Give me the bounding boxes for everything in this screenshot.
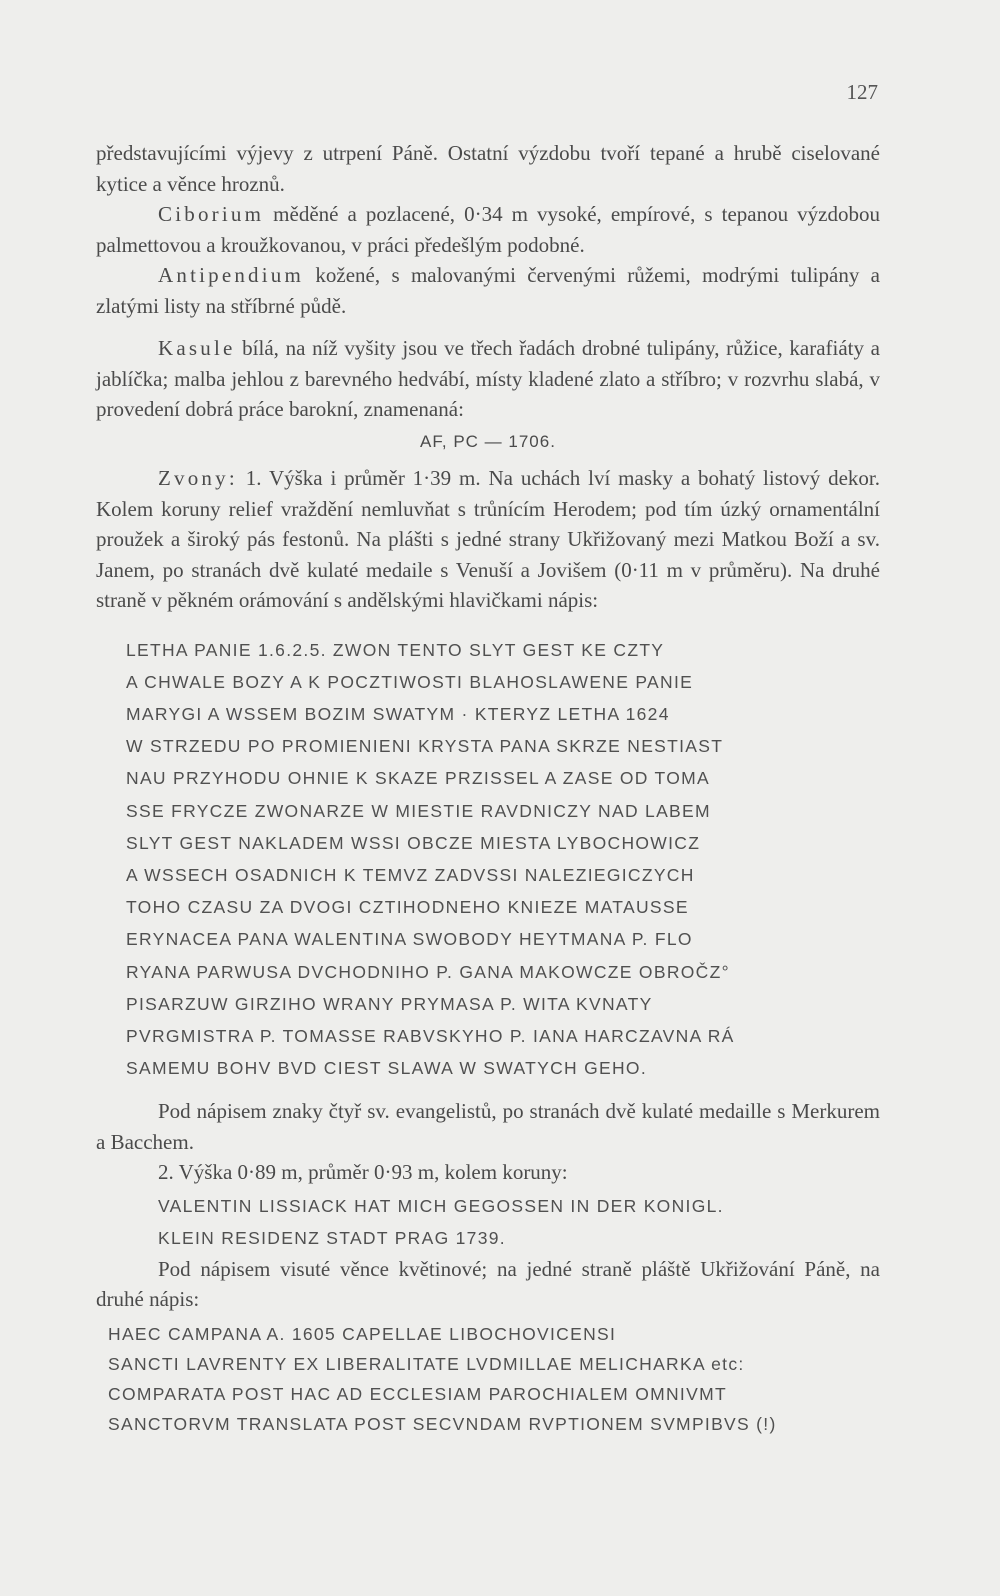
- term-kasule: Kasule: [158, 336, 236, 360]
- inscription-line: A WSSECH OSADNICH K TEMVZ ZADVSSI NALEZIEGICZYCH: [126, 864, 695, 885]
- inscription-bell-2-reverse: [108, 1319, 880, 1439]
- inscription-line: SSE FRYCZE ZWONARZE W MIESTIE RAVDNICZY NAD LABEM: [126, 800, 711, 821]
- paragraph-text: měděné a pozlacené, 0·34 m vysoké, empírové, s tepanou výzdobou palmettovou a kroužkovanou, v práci předešlým podobné.: [96, 202, 880, 257]
- paragraph-ciborium: [96, 199, 880, 260]
- inscription-line: LETHA PANIE 1.6.2.5. ZWON TENTO SLYT GEST KE CZTY: [126, 639, 665, 660]
- paragraph-text: bílá, na níž vyšity jsou ve třech řadách drobné tulipány, růžice, karafiáty a jablíčka; malba jehlou z barevného hedvábí, místy kladené zlato a stříbro; v rozvrhu slabá, v provedení dobrá práce barokní, znamenaná:: [96, 336, 880, 421]
- inscription-line: SLYT GEST NAKLADEM WSSI OBCZE MIESTA LYBOCHOWICZ: [126, 832, 701, 853]
- paragraph-text: kožené, s malovanými červenými růžemi, modrými tulipány a zlatými listy na stříbrné půdě.: [96, 263, 880, 318]
- inscription-line: W STRZEDU PO PROMIENIENI KRYSTA PANA SKRZE NESTIAST: [126, 736, 724, 757]
- inscription-line: VALENTIN LISSIACK HAT MICH GEGOSSEN IN DER KONIGL.: [158, 1195, 724, 1216]
- term-ciborium: Ciborium: [158, 202, 265, 226]
- inscription-line: TOHO CZASU ZA DVOGI CZTIHODNEHO KNIEZE MATAUSSE: [126, 897, 689, 918]
- inscription-line: PISARZUW GIRZIHO WRANY PRYMASA P. WITA KVNATY: [126, 993, 653, 1014]
- inscription-line: A CHWALE BOZY A K POCZTIWOSTI BLAHOSLAWENE PANIE: [126, 671, 694, 692]
- inscription-line: PVRGMISTRA P. TOMASSE RABVSKYHO P. IANA HARCZAVNA RÁ: [126, 1025, 735, 1046]
- inscription-line: SANCTORVM TRANSLATA POST SECVNDAM RVPTIONEM SVMPIBVS (!): [108, 1413, 777, 1434]
- inscription-line: HAEC CAMPANA A. 1605 CAPELLAE LIBOCHOVICENSI: [108, 1323, 617, 1344]
- paragraph: představujícími výjevy z utrpení Páně. Ostatní výzdobu tvoří tepané a hrubě ciselované kytice a věnce hroznů.: [96, 141, 880, 196]
- term-zvony: Zvony:: [158, 466, 238, 490]
- inscription-line: COMPARATA POST HAC AD ECCLESIAM PAROCHIALEM OMNIVMT: [108, 1383, 727, 1404]
- inscription-line: KLEIN RESIDENZ STADT PRAG 1739.: [158, 1227, 506, 1248]
- mark-inscription: AF, PC — 1706.: [420, 431, 556, 451]
- body-text: [96, 138, 880, 1439]
- paragraph-after-inscription-2: Pod nápisem visuté věnce květinové; na jedné straně pláště Ukřižování Páně, na druhé nápis:: [96, 1256, 880, 1312]
- paragraph-kasule: [96, 333, 880, 425]
- page-number: 127: [846, 80, 878, 104]
- inscription-bell-1: [126, 634, 880, 1085]
- paragraph-text: 1. Výška i průměr 1·39 m. Na uchách lví masky a bohatý listový dekor. Kolem koruny relief vraždění nemluvňat s trůnícím Herodem; pod tím úzký ornamentální proužek a široký pás festonů. Na plášti s jedné strany Ukřižovaný mezi Matkou Boží a sv. Janem, po stranách dvě kulaté medaile s Venuší a Jovišem (0·11 m v průměru). Na druhé straně v pěkném orámování s andělskými hlavičkami nápis:: [96, 466, 880, 612]
- inscription-line: ERYNACEA PANA WALENTINA SWOBODY HEYTMANA P. FLO: [126, 929, 693, 950]
- inscription-line: NAU PRZYHODU OHNIE K SKAZE PRZISSEL A ZASE OD TOMA: [126, 768, 710, 789]
- inscription-bell-2: [158, 1190, 880, 1254]
- paragraph-antipendium: [96, 260, 880, 321]
- inscription-line: SAMEMU BOHV BVD CIEST SLAWA W SWATYCH GEHO.: [126, 1058, 648, 1079]
- inscription-line: MARYGI A WSSEM BOZIM SWATYM · KTERYZ LETHA 1624: [126, 703, 670, 724]
- paragraph-zvony: [96, 463, 880, 616]
- inscription-line: SANCTI LAVRENTY EX LIBERALITATE LVDMILLAE MELICHARKA etc:: [108, 1353, 745, 1374]
- inscription-line: RYANA PARWUSA DVCHODNIHO P. GANA MAKOWCZE OBROČZ°: [126, 961, 730, 982]
- paragraph-bell-2: 2. Výška 0·89 m, průměr 0·93 m, kolem koruny:: [158, 1160, 568, 1185]
- term-antipendium: Antipendium: [158, 263, 305, 287]
- paragraph-after-inscription-1: Pod nápisem znaky čtyř sv. evangelistů, po stranách dvě kulaté medaille s Merkurem a Bacchem.: [96, 1099, 880, 1154]
